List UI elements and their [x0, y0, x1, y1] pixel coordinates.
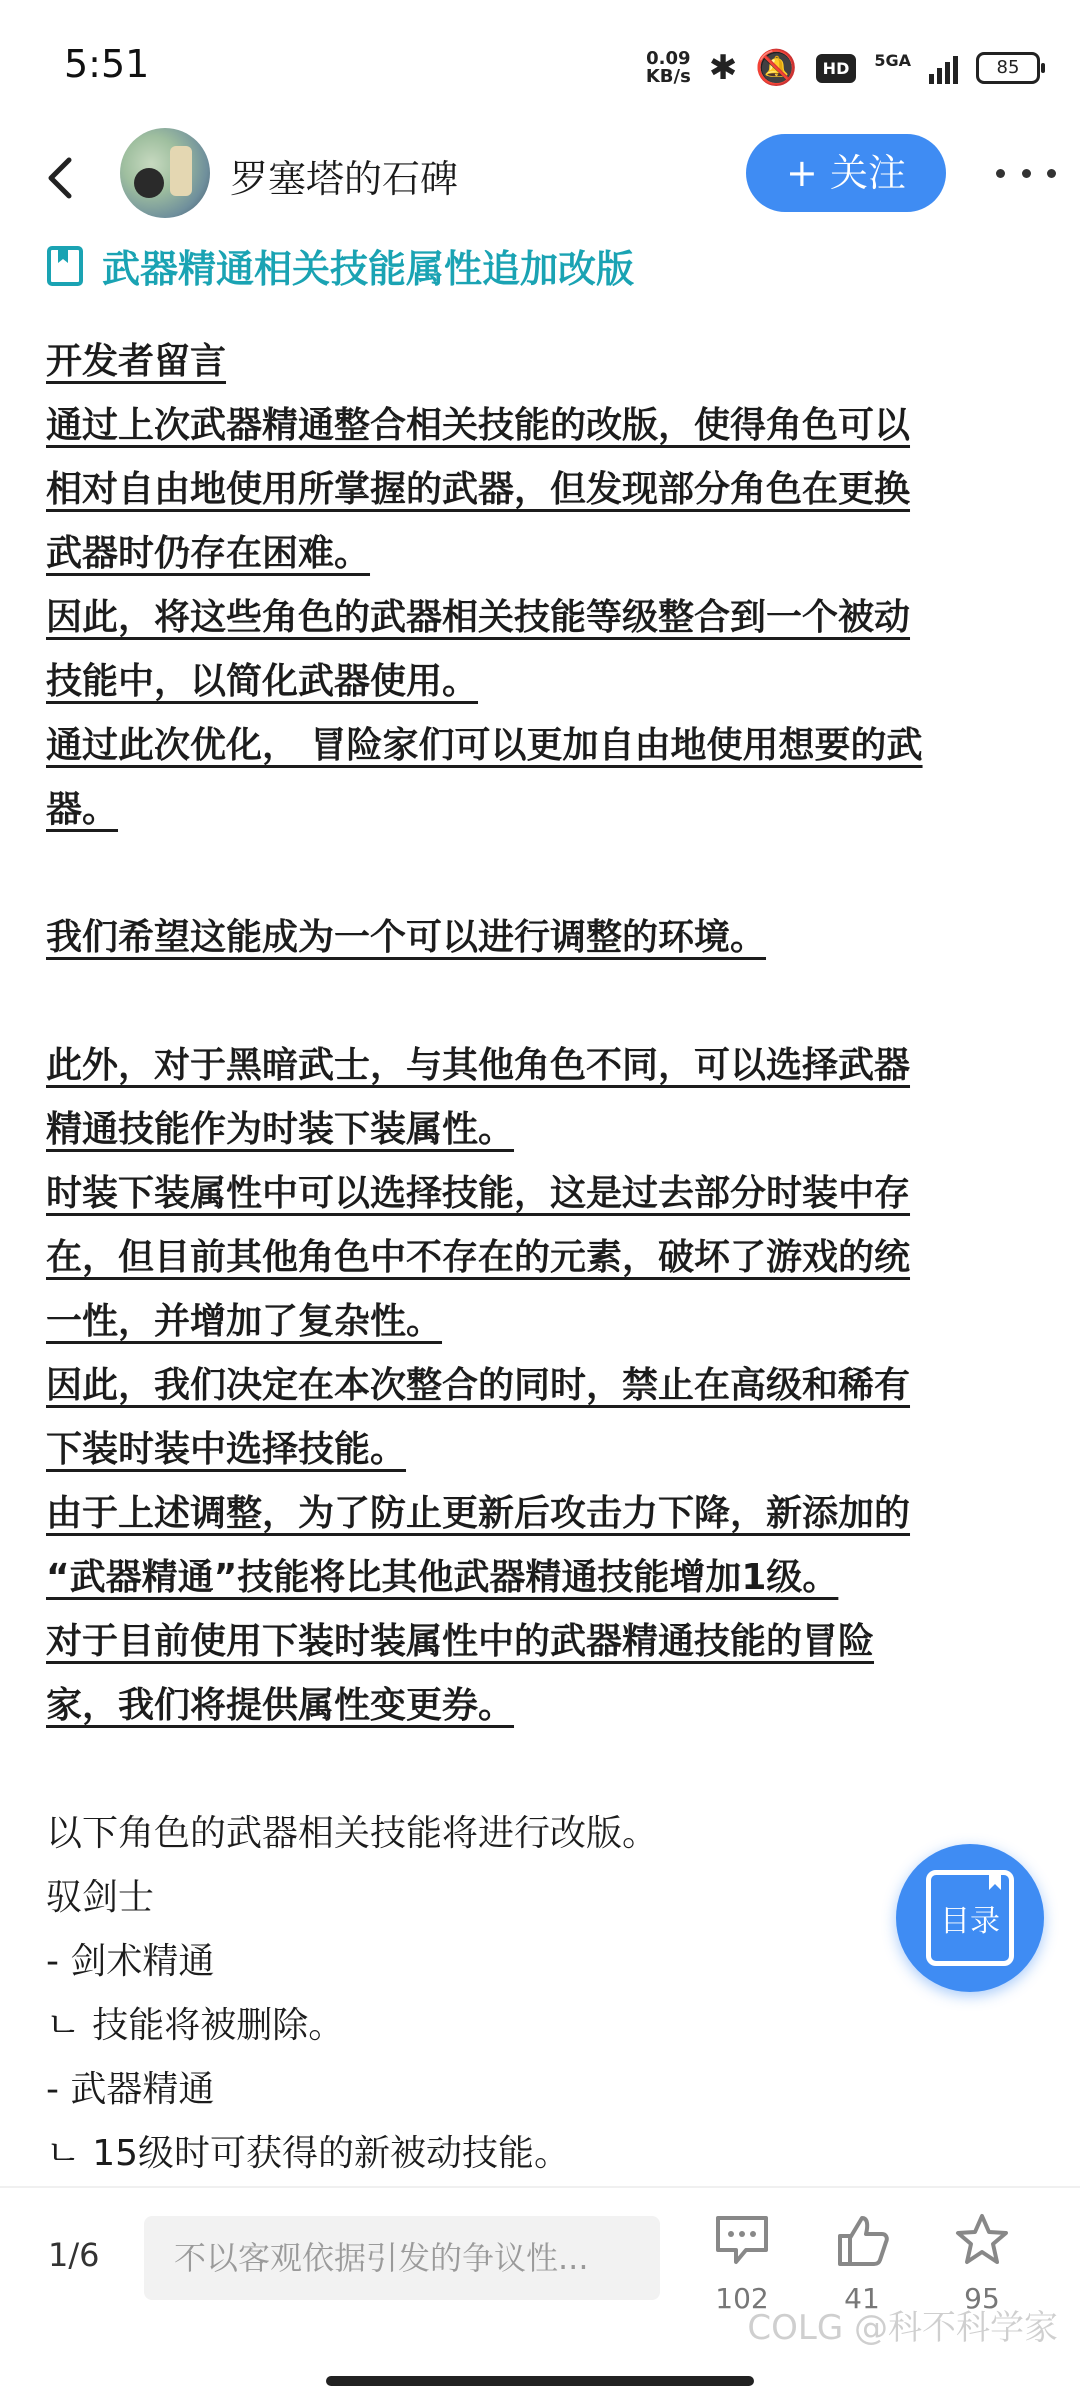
article-line: 相对自由地使用所掌握的武器，但发现部分角色在更换 — [46, 469, 911, 510]
toc-label: 目录 — [940, 1904, 1000, 1939]
mute-bell-icon: 🔕 — [755, 48, 798, 88]
author-avatar[interactable] — [120, 128, 210, 218]
bottom-bar — [0, 2186, 1080, 2402]
blank-line — [46, 970, 1036, 1034]
article-line: 我们希望这能成为一个可以进行调整的环境。 — [46, 917, 767, 958]
bluetooth-icon: ✱ — [708, 48, 738, 88]
article-line: - 武器精通 — [46, 2069, 215, 2110]
more-options-icon[interactable] — [996, 158, 1056, 188]
table-of-contents-button[interactable] — [896, 1844, 1044, 1992]
article-title — [46, 238, 634, 293]
hd-badge: HD — [816, 54, 857, 83]
network-type: 5GA — [874, 50, 911, 70]
article-line: - 剑术精通 — [46, 1941, 215, 1982]
favorite-count: 95 — [964, 2282, 1000, 2315]
status-bar — [0, 0, 1080, 130]
like-count: 41 — [844, 2282, 880, 2315]
signal-icon — [929, 52, 958, 84]
home-indicator — [326, 2376, 754, 2386]
comment-input[interactable]: 不以客观依据引发的争议性... — [144, 2216, 660, 2300]
back-button[interactable] — [30, 148, 90, 208]
battery-icon: 85 — [976, 52, 1040, 84]
article-line: 下装时装中选择技能。 — [46, 1429, 407, 1470]
article-line: 技能中，以简化武器使用。 — [46, 661, 479, 702]
article-content — [46, 330, 1036, 2186]
bookmark-book-icon — [46, 245, 84, 287]
article-line: 因此，我们决定在本次整合的同时，禁止在高级和稀有 — [46, 1365, 911, 1406]
article-line: 驭剑士 — [46, 1877, 155, 1918]
article-line: 在，但目前其他角色中不存在的元素，破坏了游戏的统 — [46, 1237, 911, 1278]
article-line: 因此，将这些角色的武器相关技能等级整合到一个被动 — [46, 597, 911, 638]
status-time: 5:51 — [64, 42, 150, 86]
article-line: 由于上述调整，为了防止更新后攻击力下降，新添加的 — [46, 1493, 911, 1534]
thumbs-up-icon — [832, 2212, 892, 2268]
post-header — [0, 128, 1080, 238]
author-name[interactable]: 罗塞塔的石碑 — [230, 157, 459, 201]
book-icon — [926, 1870, 1014, 1966]
article-line: 此外，对于黑暗武士，与其他角色不同，可以选择武器 — [46, 1045, 911, 1086]
article-line: ㄴ 15级时可获得的新被动技能。 — [46, 2133, 571, 2174]
chevron-left-icon — [43, 156, 77, 200]
article-line: 以下角色的武器相关技能将进行改版。 — [46, 1813, 659, 1854]
article-line: 一性，并增加了复杂性。 — [46, 1301, 443, 1342]
article-line: 时装下装属性中可以选择技能，这是过去部分时装中存 — [46, 1173, 911, 1214]
comment-icon — [712, 2212, 772, 2268]
article-line: ㄴ 技能将被删除。 — [46, 2005, 345, 2046]
comment-count: 102 — [715, 2282, 769, 2315]
status-icons — [646, 40, 1040, 96]
article-line: “武器精通”技能将比其他武器精通技能增加1级。 — [46, 1557, 839, 1598]
article-line: 器。 — [46, 789, 119, 830]
network-speed: 0.09 KB/s — [645, 48, 691, 87]
page-indicator[interactable]: 1/6 — [48, 2236, 100, 2274]
article-title-text: 武器精通相关技能属性追加改版 — [102, 247, 635, 291]
follow-button[interactable]: + 关注 — [746, 134, 946, 212]
article-line: 通过上次武器精通整合相关技能的改版，使得角色可以 — [46, 405, 911, 446]
article-line: 开发者留言 — [46, 341, 227, 382]
article-line: 对于目前使用下装时装属性中的武器精通技能的冒险 — [46, 1621, 875, 1662]
article-line: 通过此次优化， 冒险家们可以更加自由地使用想要的武 — [46, 725, 923, 766]
article-line: 武器时仍存在困难。 — [46, 533, 371, 574]
article-line: 家，我们将提供属性变更券。 — [46, 1685, 515, 1726]
blank-line — [46, 1738, 1036, 1802]
blank-line — [46, 842, 1036, 906]
article-line: 精通技能作为时装下装属性。 — [46, 1109, 515, 1150]
watermark: CO⁠LG @科不科学家 — [747, 2308, 1058, 2348]
star-icon — [952, 2212, 1012, 2268]
